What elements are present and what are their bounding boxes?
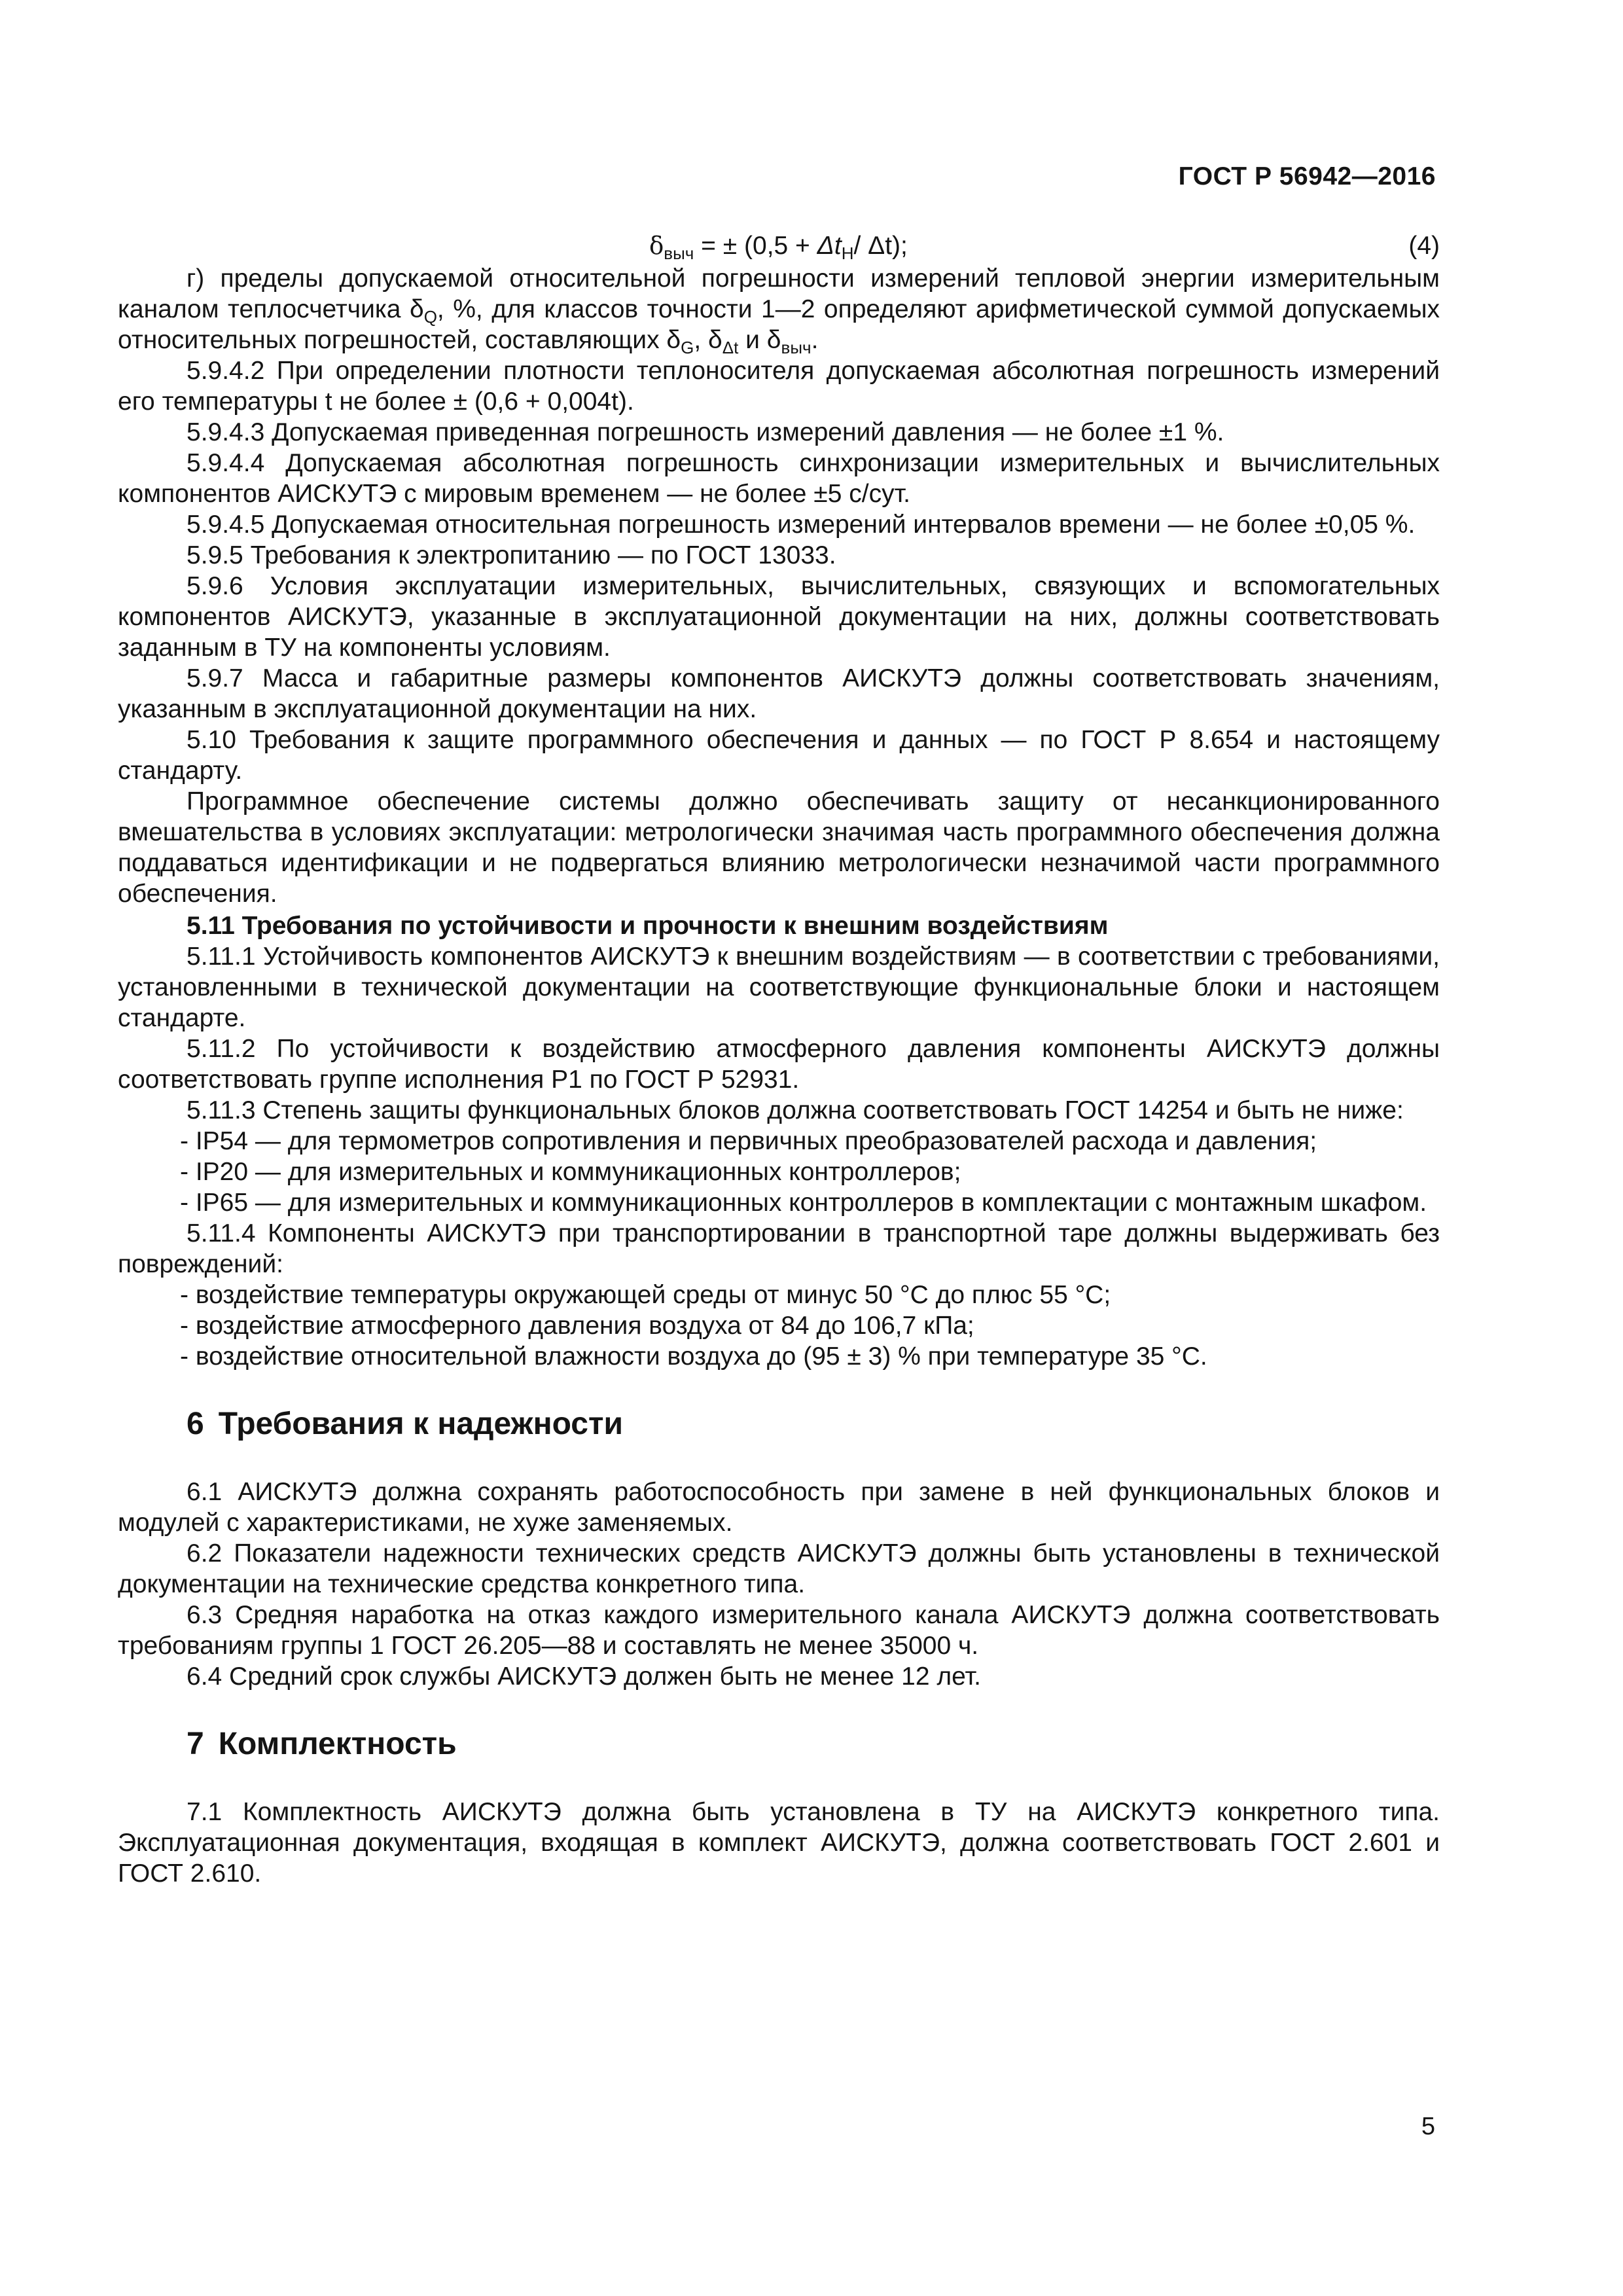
paragraph-6-3: 6.3 Средняя наработка на отказ каждого измерительного канала АИСКУТЭ должна соответствовать требованиям группы 1 ГОСТ 26.205—88 и составлять не менее 35000 ч. [118,1601,1440,1660]
formula-delta-t: Δt [817,232,842,260]
list-item-pressure: - воздействие атмосферного давления воздуха от 84 до 106,7 кПа; [180,1312,974,1340]
section-6-title-text: Требования к надежности [218,1407,623,1441]
paragraph-6-4: 6.4 Средний срок службы АИСКУТЭ должен быть не менее 12 лет. [187,1662,981,1691]
formula-number: (4) [1408,232,1440,260]
paragraph-5-10-software: Программное обеспечение системы должно обеспечивать защиту от несанкционированного вмешательства в условиях эксплуатации: метрологически значимая часть программного обеспечения должна поддаваться идентификации и не подвергаться влиянию метрологически незначимой части программного обеспечения. [118,787,1440,908]
paragraph-6-1: 6.1 АИСКУТЭ должна сохранять работоспособность при замене в ней функциональных блоков и модулей с характеристиками, не хуже заменяемых. [118,1478,1440,1537]
list-item-humidity: - воздействие относительной влажности воздуха до (95 ± 3) % при температуре 35 °С. [180,1342,1207,1371]
g-end: . [811,326,819,354]
paragraph-5-11-4: 5.11.4 Компоненты АИСКУТЭ при транспортировании в транспортной таре должны выдерживать без повреждений: [118,1219,1440,1278]
formula-tail: / Δt); [853,232,908,260]
section-7-title [118,1726,1440,1763]
g-sep1: , δ [694,326,722,354]
formula-delta-symbol: δ [649,232,664,260]
page-content [118,230,1440,1889]
paragraph-5-11-1: 5.11.1 Устойчивость компонентов АИСКУТЭ к внешним воздействиям — в соответствии с требованиями, установленными в технической документации на соответствующие функциональные блоки и настоящем стандарте. [118,942,1440,1032]
list-item-temperature: - воздействие температуры окружающей среды от минус 50 °С до плюс 55 °С; [180,1281,1111,1309]
formula-delta-t-sub: Н [841,243,854,263]
paragraph-7-1: 7.1 Комплектность АИСКУТЭ должна быть установлена в ТУ на АИСКУТЭ конкретного типа. Эксплуатационная документация, входящая в комплект АИСКУТЭ, должна соответствовать ГОСТ 2.601 и ГОСТ 2.610. [118,1798,1440,1888]
g-sub-q: Q [423,307,437,327]
page-number: 5 [1421,2113,1435,2140]
paragraph-5-9-4-5: 5.9.4.5 Допускаемая относительная погрешность измерений интервалов времени — не более ±0,05 %. [187,511,1416,539]
section-7-title-text: Комплектность [218,1727,457,1761]
list-item-ip54: - IP54 — для термометров сопротивления и первичных преобразователей расхода и давления; [180,1127,1317,1155]
paragraph-5-9-7: 5.9.7 Масса и габаритные размеры компонентов АИСКУТЭ должны соответствовать значениям, указанным в эксплуатационной документации на них. [118,664,1440,723]
subheading-5-11: 5.11 Требования по устойчивости и прочности к внешним воздействиям [187,912,1109,940]
list-item-ip20: - IP20 — для измерительных и коммуникационных контроллеров; [180,1158,961,1186]
paragraph-5-9-4-2: 5.9.4.2 При определении плотности теплоносителя допускаемая абсолютная погрешность измерений его температуры t не более ± (0,6 + 0,004t). [118,357,1440,416]
paragraph-6-2: 6.2 Показатели надежности технических средств АИСКУТЭ должны быть установлены в технической документации на технические средства конкретного типа. [118,1539,1440,1598]
g-sub-dt: Δt [722,338,739,357]
document-header: ГОСТ Р 56942—2016 [1178,162,1436,190]
section-6-number: 6 [187,1407,204,1441]
paragraph-5-10: 5.10 Требования к защите программного обеспечения и данных — по ГОСТ Р 8.654 и настоящему стандарту. [118,726,1440,785]
paragraph-5-9-4-4: 5.9.4.4 Допускаемая абсолютная погрешность синхронизации измерительных и вычислительных компонентов АИСКУТЭ с мировым временем — не более ±5 с/сут. [118,449,1440,508]
g-and: и δ [738,326,781,354]
list-item-ip65: - IP65 — для измерительных и коммуникационных контроллеров в комплектации с монтажным шкафом. [180,1189,1427,1217]
paragraph-5-11-2: 5.11.2 По устойчивости к воздействию атмосферного давления компоненты АИСКУТЭ должны соответствовать группе исполнения Р1 по ГОСТ Р 52931. [118,1035,1440,1094]
formula-eq: = ± (0,5 + [694,232,817,260]
section-7-number: 7 [187,1727,204,1761]
g-sub-calc: выч [781,338,812,357]
paragraph-g [118,263,1440,355]
formula-subscript: выч [664,243,694,263]
formula-expression [649,230,908,261]
paragraph-5-9-6: 5.9.6 Условия эксплуатации измерительных, вычислительных, связующих и вспомогательных компонентов АИСКУТЭ, указанные в эксплуатационной документации на них, должны соответствовать заданным в ТУ на компоненты условиям. [118,572,1440,662]
g-text2: , %, для классов точности 1—2 определяют арифметической суммой допускаемых относительных погрешностей, составляющих δ [118,295,1440,354]
formula-4 [118,230,1440,262]
paragraph-5-11-3: 5.11.3 Степень защиты функциональных блоков должна соответствовать ГОСТ 14254 и быть не ниже: [187,1096,1404,1124]
g-sub-g: G [681,338,694,357]
paragraph-5-9-4-3: 5.9.4.3 Допускаемая приведенная погрешность измерений давления — не более ±1 %. [187,418,1224,446]
section-6-title [118,1406,1440,1443]
paragraph-5-9-5: 5.9.5 Требования к электропитанию — по ГОСТ 13033. [187,541,836,569]
g-text: г) пределы допускаемой относительной погрешности измерений тепловой энергии измерительным каналом теплосчетчика δ [118,264,1440,323]
